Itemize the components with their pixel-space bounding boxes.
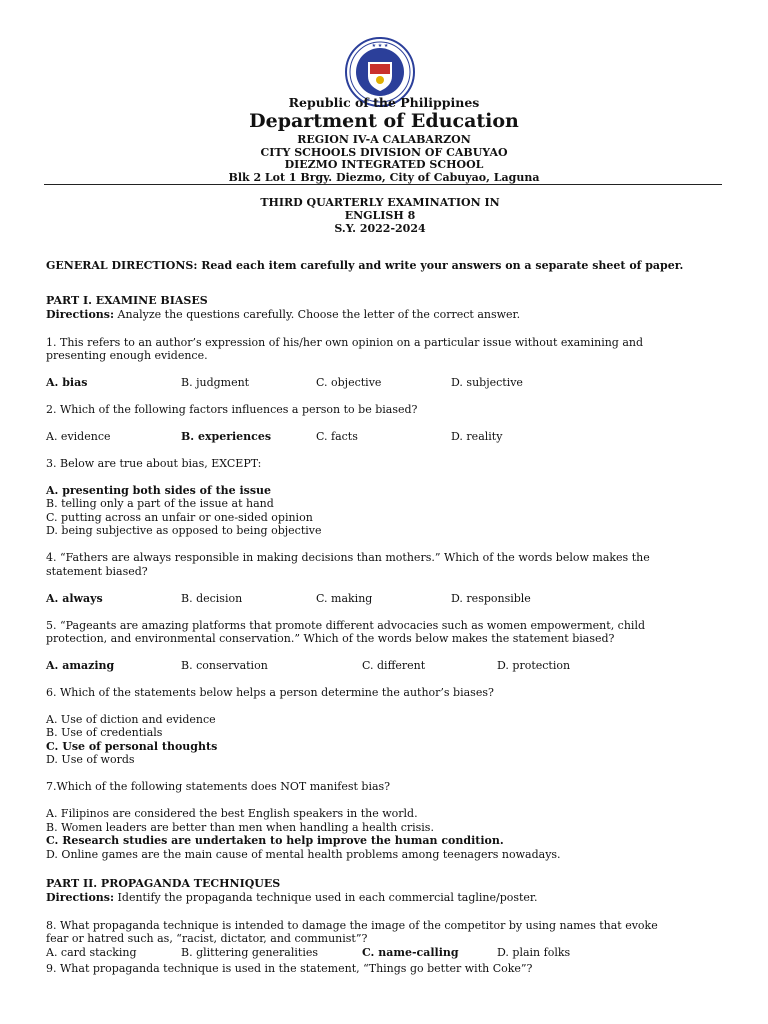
part2-heading: PART II. PROPAGANDA TECHNIQUES bbox=[46, 877, 281, 890]
q6-option-a: A. Use of diction and evidence bbox=[46, 713, 216, 726]
directions-label: Directions: bbox=[46, 308, 115, 321]
question-3: 3. Below are true about bias, EXCEPT: bbox=[46, 457, 262, 470]
q5-option-c: C. different bbox=[362, 659, 426, 672]
q8-option-d: D. plain folks bbox=[497, 946, 571, 959]
question-8-line1: 8. What propaganda technique is intended to damage the image of the competitor by using names that evoke bbox=[46, 919, 658, 932]
directions-text: Identify the propaganda technique used in each commercial tagline/poster. bbox=[114, 891, 538, 904]
q4-option-b: B. decision bbox=[181, 592, 243, 605]
q1-option-a: A. bias bbox=[46, 376, 88, 389]
q5-option-b: B. conservation bbox=[181, 659, 268, 672]
part1-directions bbox=[46, 308, 520, 322]
header-divider bbox=[44, 184, 722, 185]
q3-option-b: B. telling only a part of the issue at hand bbox=[46, 497, 274, 510]
directions-label: Directions: bbox=[46, 891, 115, 904]
q2-option-b: B. experiences bbox=[181, 430, 272, 443]
q7-option-d: D. Online games are the main cause of mental health problems among teenagers nowadays. bbox=[46, 848, 561, 861]
department-title: Department of Education bbox=[249, 110, 519, 132]
school-year: S.Y. 2022-2024 bbox=[334, 222, 426, 235]
directions-text: Analyze the questions carefully. Choose the letter of the correct answer. bbox=[114, 308, 521, 321]
q7-option-a: A. Filipinos are considered the best English speakers in the world. bbox=[46, 807, 418, 820]
q3-option-c: C. putting across an unfair or one-sided opinion bbox=[46, 511, 313, 524]
q6-option-d: D. Use of words bbox=[46, 753, 135, 766]
address-line: Blk 2 Lot 1 Brgy. Diezmo, City of Cabuyao, Laguna bbox=[228, 171, 540, 184]
exam-title-line1: THIRD QUARTERLY EXAMINATION IN bbox=[260, 196, 500, 209]
q7-option-c: C. Research studies are undertaken to help improve the human condition. bbox=[46, 834, 504, 847]
q5-option-a: A. amazing bbox=[46, 659, 115, 672]
q7-option-b: B. Women leaders are better than men when handling a health crisis. bbox=[46, 821, 434, 834]
q5-option-d: D. protection bbox=[497, 659, 571, 672]
q2-option-d: D. reality bbox=[451, 430, 503, 443]
q4-option-c: C. making bbox=[316, 592, 373, 605]
question-1-line2: presenting enough evidence. bbox=[46, 349, 208, 362]
school-line: DIEZMO INTEGRATED SCHOOL bbox=[284, 158, 484, 171]
republic-line: Republic of the Philippines bbox=[288, 95, 480, 110]
q4-option-a: A. always bbox=[46, 592, 103, 605]
question-1-line1: 1. This refers to an author’s expression of his/her own opinion on a particular issue without examining and bbox=[46, 336, 644, 349]
q6-option-b: B. Use of credentials bbox=[46, 726, 163, 739]
part2-directions bbox=[46, 891, 537, 905]
svg-text:★ ★ ★: ★ ★ ★ bbox=[371, 43, 389, 49]
question-5-line2: protection, and environmental conservation.” Which of the words below makes the statement biased? bbox=[46, 632, 615, 645]
exam-title-line2: ENGLISH 8 bbox=[344, 209, 416, 222]
q6-option-c: C. Use of personal thoughts bbox=[46, 740, 218, 753]
question-2: 2. Which of the following factors influences a person to be biased? bbox=[46, 403, 418, 416]
q8-option-b: B. glittering generalities bbox=[181, 946, 318, 959]
part1-heading: PART I. EXAMINE BIASES bbox=[46, 294, 208, 307]
general-directions: GENERAL DIRECTIONS: Read each item carefully and write your answers on a separate sheet of paper. bbox=[46, 259, 684, 272]
question-4-line1: 4. “Fathers are always responsible in making decisions than mothers.” Which of the words below makes the bbox=[46, 551, 650, 564]
division-line: CITY SCHOOLS DIVISION OF CABUYAO bbox=[260, 146, 508, 159]
q3-option-a: A. presenting both sides of the issue bbox=[46, 484, 272, 497]
q2-option-a: A. evidence bbox=[46, 430, 111, 443]
question-6: 6. Which of the statements below helps a person determine the author’s biases? bbox=[46, 686, 494, 699]
q4-option-d: D. responsible bbox=[451, 592, 531, 605]
q1-option-b: B. judgment bbox=[181, 376, 250, 389]
region-line: REGION IV-A CALABARZON bbox=[297, 133, 471, 146]
q8-option-c: C. name-calling bbox=[362, 946, 459, 959]
q3-option-d: D. being subjective as opposed to being objective bbox=[46, 524, 322, 537]
q1-option-d: D. subjective bbox=[451, 376, 523, 389]
q2-option-c: C. facts bbox=[316, 430, 358, 443]
question-5-line1: 5. “Pageants are amazing platforms that promote different advocacies such as women empowerment, child bbox=[46, 619, 646, 632]
question-9: 9. What propaganda technique is used in the statement, “Things go better with Coke”? bbox=[46, 962, 533, 975]
q8-option-a: A. card stacking bbox=[46, 946, 137, 959]
question-8-line2: fear or hatred such as, “racist, dictator, and communist”? bbox=[46, 932, 368, 945]
question-4-line2: statement biased? bbox=[46, 565, 148, 578]
q1-option-c: C. objective bbox=[316, 376, 382, 389]
question-7: 7.Which of the following statements does NOT manifest bias? bbox=[46, 780, 391, 793]
